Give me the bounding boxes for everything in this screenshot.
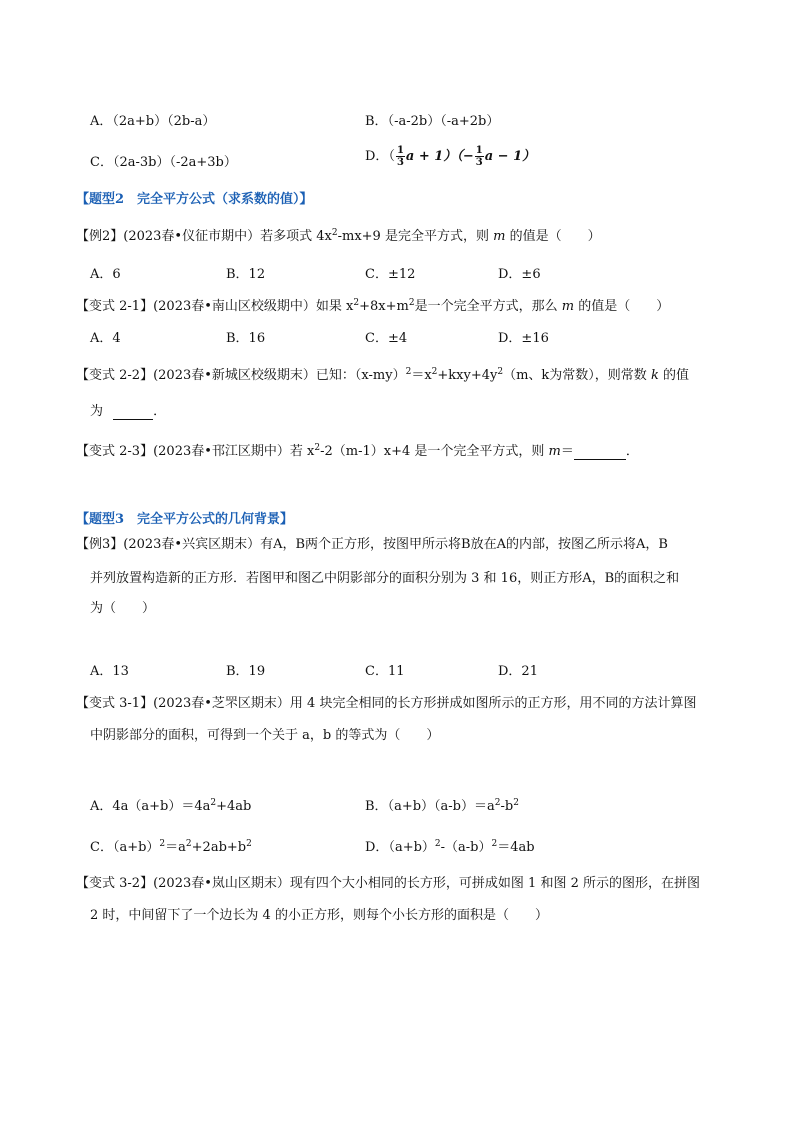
question-source: (2023春•岚山区期末） [153, 876, 290, 891]
example-3-option-d: D．21 [498, 664, 538, 679]
variant-2-1-option-a: A．4 [90, 331, 121, 346]
option-label: C． [90, 840, 113, 855]
section-heading-type3: 【题型3 完全平方公式的几何背景】 [76, 512, 294, 527]
superscript: 2 [185, 839, 192, 849]
superscript: 2 [314, 443, 321, 453]
answer-blank[interactable] [113, 404, 153, 420]
option-text: a − 1） [484, 149, 536, 164]
superscript: 2 [353, 298, 360, 308]
fraction-one-third [396, 145, 405, 168]
option-text: （ [388, 149, 395, 164]
option-text: +4ab [216, 799, 252, 814]
variant-2-1-question [76, 295, 669, 314]
fraction-numerator: 1 [396, 145, 404, 156]
option-text: （-a-2b）（-a+2b） [387, 114, 500, 129]
variant-3-1-line1 [76, 692, 696, 711]
option-text: （2a+b）（2b-a） [112, 114, 216, 129]
option-text: a + 1）（− [405, 149, 474, 164]
variant-3-1-option-c [90, 836, 252, 855]
option-text: （a+b） [388, 840, 435, 855]
superscript: 2 [246, 839, 252, 849]
superscript: 2 [434, 839, 441, 849]
option-label: A． [90, 799, 113, 814]
question-text: 的值 [662, 368, 689, 383]
question-text: 的值是（ ） [509, 229, 601, 244]
variant-3-1-option-d [365, 836, 535, 855]
variant-2-2-question [76, 364, 689, 383]
superscript: 2 [491, 839, 498, 849]
option-text: +2ab+b [191, 840, 247, 855]
superscript: 2 [405, 367, 412, 377]
question-text: 有A，B两个正方形，按图甲所示将B放在A的内部，按图乙所示将A，B [260, 537, 668, 552]
superscript: 2 [494, 798, 501, 808]
variant-2-2-line2 [90, 400, 166, 420]
variable: m [493, 229, 506, 244]
example-3-line3: 为（ ） [90, 601, 156, 616]
option-text: 4a（a+b）＝4a [112, 799, 211, 814]
option-text: -（a-b） [440, 840, 492, 855]
question-tag: 【变式 2-1】 [76, 299, 154, 314]
answer-blank[interactable] [574, 444, 626, 460]
question-text: 现有四个大小相同的长方形，可拼成如图 1 和图 2 所示的图形，在拼图 [289, 876, 700, 891]
q1-option-b [365, 110, 499, 129]
superscript: 2 [408, 298, 415, 308]
q1-option-d [365, 145, 535, 168]
option-text: （a+b） [112, 840, 160, 855]
example-2-option-d: D．±6 [498, 267, 541, 282]
option-label: D． [365, 149, 389, 164]
q1-option-c [90, 151, 237, 170]
example-3-line2: 并列放置构造新的正方形．若图甲和图乙中阴影部分的面积分别为 3 和 16，则正方形A，B的面积之和 [90, 571, 680, 586]
superscript: 2 [331, 228, 338, 238]
variant-2-1-option-c: C．±4 [365, 331, 408, 346]
question-text: 的值是（ ） [578, 299, 670, 314]
fraction-denominator: 3 [396, 157, 404, 168]
question-text: +kxy+4y [437, 368, 498, 383]
superscript: 2 [497, 367, 504, 377]
variable: m [548, 444, 561, 459]
variant-3-1-option-a [90, 795, 251, 814]
question-tag: 【例3】 [76, 537, 124, 552]
fraction-numerator: 1 [475, 145, 483, 156]
question-tag: 【变式 2-2】 [76, 368, 154, 383]
example-2-option-c: C．±12 [365, 267, 416, 282]
variant-3-1-option-b [365, 795, 519, 814]
example-3-line1 [76, 533, 668, 552]
question-text: 是一个完全平方式，那么 [414, 299, 558, 314]
superscript: 2 [210, 798, 217, 808]
question-tag: 【例2】 [76, 229, 124, 244]
example-2-question [76, 225, 601, 244]
option-text: -b [500, 799, 514, 814]
option-text: （2a-3b）（-2a+3b） [112, 155, 237, 170]
period: ． [153, 404, 167, 419]
question-text: -2（m-1）x+4 是一个完全平方式，则 [320, 444, 545, 459]
example-3-option-c: C．11 [365, 664, 405, 679]
example-2-option-b: B．12 [226, 267, 266, 282]
variant-2-1-option-d: D．±16 [498, 331, 549, 346]
option-label: B． [365, 114, 388, 129]
question-text: 若 x [289, 444, 315, 459]
option-text: ＝4ab [497, 840, 535, 855]
example-2-option-a: A．6 [90, 267, 121, 282]
period: ． [625, 444, 639, 459]
variant-3-2-line2: 2 时，中间留下了一个边长为 4 的小正方形，则每个小长方形的面积是（ ） [90, 908, 548, 923]
question-text: 若多项式 4x [260, 229, 332, 244]
question-tag: 【变式 2-3】 [76, 444, 154, 459]
section-heading-type2: 【题型2 完全平方公式（求系数的值）】 [76, 192, 313, 207]
q1-option-a [90, 110, 215, 129]
variant-3-2-line1 [76, 872, 700, 891]
option-text: （a+b）（a-b）＝a [387, 799, 495, 814]
question-source: (2023春•仪征市期中） [123, 229, 261, 244]
question-source: (2023春•南山区校级期中） [153, 299, 316, 314]
option-text: ＝a [165, 840, 186, 855]
variable: k [650, 368, 659, 383]
option-label: C． [90, 155, 113, 170]
variant-2-1-option-b: B．16 [226, 331, 266, 346]
variable: m [561, 299, 575, 314]
question-text: 已知：（x-my） [315, 368, 406, 383]
question-text: ＝ [560, 444, 574, 459]
question-source: (2023春•兴宾区期末） [123, 537, 261, 552]
example-3-option-a: A．13 [90, 664, 129, 679]
option-label: A． [90, 114, 113, 129]
question-text: 如果 x [315, 299, 354, 314]
question-tag: 【变式 3-2】 [76, 876, 154, 891]
question-source: (2023春•邗江区期中） [153, 444, 290, 459]
question-text: -mx+9 是完全平方式，则 [337, 229, 489, 244]
question-text: 用 4 块完全相同的长方形拼成如图所示的正方形，用不同的方法计算图 [289, 696, 697, 711]
example-3-option-b: B．19 [226, 664, 266, 679]
variant-3-1-line2: 中阴影部分的面积，可得到一个关于 a，b 的等式为（ ） [90, 728, 440, 743]
option-label: D． [365, 840, 389, 855]
variant-2-3-question [76, 440, 639, 460]
question-tag: 【变式 3-1】 [76, 696, 154, 711]
question-text: （m、k为常数），则常数 [503, 368, 647, 383]
fraction-one-third [475, 145, 484, 168]
fraction-denominator: 3 [475, 157, 483, 168]
option-label: B． [365, 799, 388, 814]
superscript: 2 [513, 798, 519, 808]
question-text: 为 [90, 404, 104, 419]
superscript: 2 [159, 839, 166, 849]
question-source: (2023春•芝罘区期末） [153, 696, 290, 711]
question-text: ＝x [411, 368, 432, 383]
question-source: (2023春•新城区校级期末） [153, 368, 316, 383]
question-text: +8x+m [359, 299, 409, 314]
superscript: 2 [431, 367, 438, 377]
